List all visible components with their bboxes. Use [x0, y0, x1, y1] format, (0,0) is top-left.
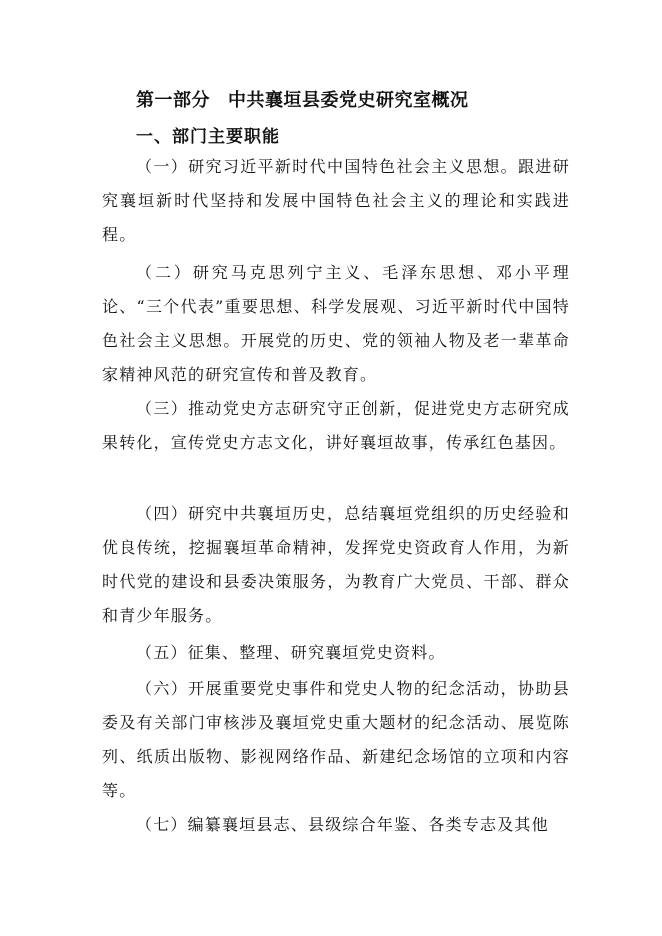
- paragraph-duty-2: （二）研究马克思列宁主义、毛泽东思想、邓小平理论、“三个代表”重要思想、科学发展观、习近平新时代中国特色社会主义思想。开展党的历史、党的领袖人物及老一辈革命家精神风范的研究宣传和普及教育。: [102, 263, 570, 384]
- paragraph-duty-5: （五）征集、整理、研究襄垣党史资料。: [136, 643, 446, 662]
- title-main: 中共襄垣县委党史研究室概况: [228, 90, 469, 111]
- paragraph-duty-4: （四）研究中共襄垣历史，总结襄垣党组织的历史经验和优良传统，挖掘襄垣革命精神，发挥党史资政育人作用，为新时代党的建设和县委决策服务，为教育广大党员、干部、群众和青少年服务。: [102, 504, 570, 625]
- section-heading: 一、部门主要职能: [136, 127, 280, 147]
- paragraph-duty-1: （一）研究习近平新时代中国特色社会主义思想。跟进研究襄垣新时代坚持和发展中国特色社会主义的理论和实践进程。: [102, 157, 570, 244]
- paragraph-duty-3: （三）推动党史方志研究守正创新，促进党史方志研究成果转化，宣传党史方志文化，讲好襄垣故事，传承红色基因。: [102, 399, 570, 452]
- paragraph-duty-6: （六）开展重要党史事件和党史人物的纪念活动，协助县委及有关部门审核涉及襄垣党史重大题材的纪念活动、展览陈列、纸质出版物、影视网络作品、新建纪念场馆的立项和内容等。: [102, 679, 570, 800]
- title-part: 第一部分: [136, 90, 210, 111]
- page-title: [136, 86, 469, 112]
- paragraph-duty-7: （七）编纂襄垣县志、县级综合年鉴、各类专志及其他: [136, 815, 549, 834]
